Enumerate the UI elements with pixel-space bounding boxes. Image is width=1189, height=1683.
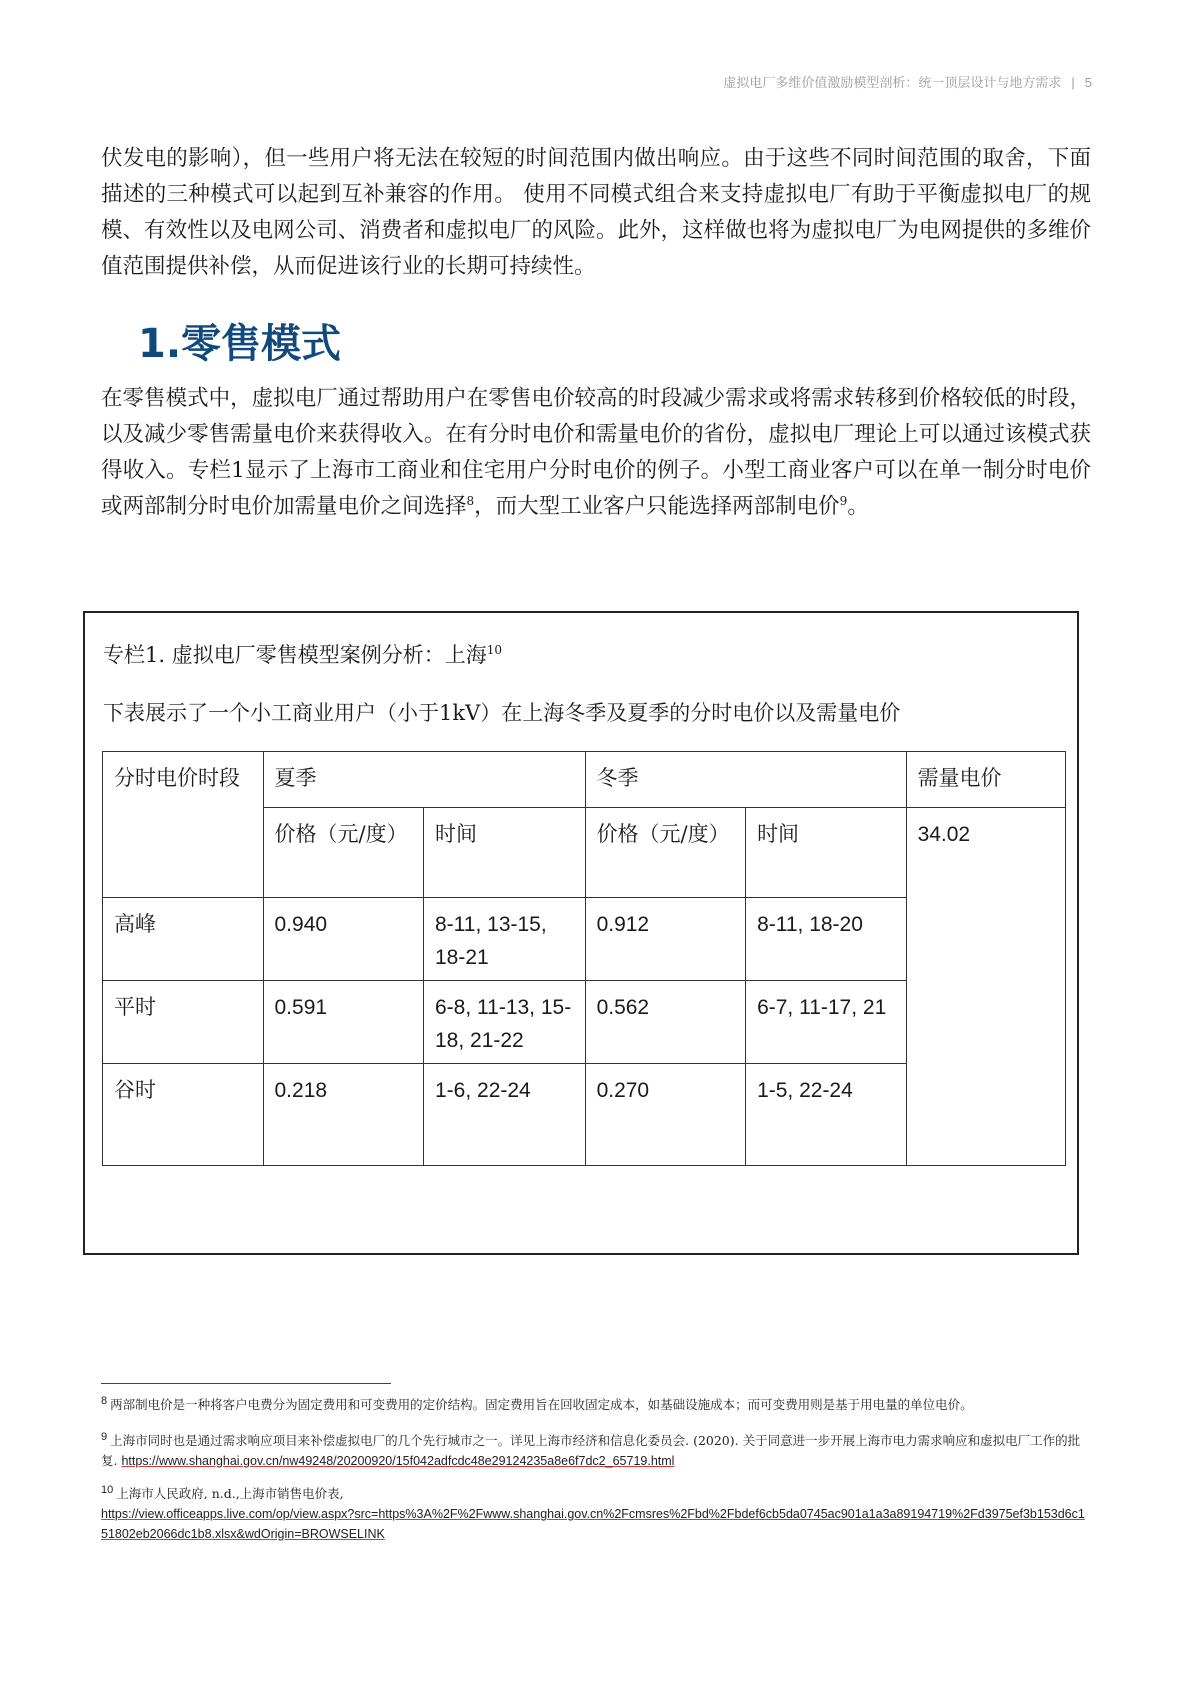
footnote-link[interactable]: https://view.officeapps.live.com/op/view.aspx?src=https%3A%2F%2Fwww.shanghai.gov.cn%2Fcmsres%2Fbd%2Fbdef6cb5da0745ac901a1a3a89194719%2Fd3975ef3b153d6c151802eb2066dc1b8.xlsx&wdOrigin=BROWSELINK xyxy=(101,1507,1085,1541)
winter-price: 0.912 xyxy=(585,898,746,981)
row-period: 高峰 xyxy=(103,898,264,981)
intro-paragraph: 伏发电的影响），但一些用户将无法在较短的时间范围内做出响应。由于这些不同时间范围的取舍，下面描述的三种模式可以起到互补兼容的作用。 使用不同模式组合来支持虚拟电厂有助于平衡虚拟电厂的规模、有效性以及电网公司、消费者和虚拟电厂的风险。此外，这样做也将为虚拟电厂为电网提供的多维价值范围提供补偿，从而促进该行业的长期可持续性。 xyxy=(101,146,1091,279)
box-title-text: 专栏1. 虚拟电厂零售模型案例分析：上海 xyxy=(103,643,487,667)
summer-time: 1-6, 22-24 xyxy=(424,1064,586,1166)
subheader-summer-time: 时间 xyxy=(424,808,586,898)
section-text-3: 。 xyxy=(847,494,869,519)
header-summer: 夏季 xyxy=(263,752,585,808)
box-title xyxy=(103,639,502,669)
summer-price: 0.591 xyxy=(263,981,424,1064)
footnote-text: 上海市人民政府, n.d.,上海市销售电价表, xyxy=(116,1486,344,1501)
row-period: 谷时 xyxy=(103,1064,264,1166)
winter-time: 1-5, 22-24 xyxy=(746,1064,907,1166)
summer-time: 8-11, 13-15, 18-21 xyxy=(424,898,586,981)
summer-time: 6-8, 11-13, 15-18, 21-22 xyxy=(424,981,586,1064)
section-text-1: 在零售模式中，虚拟电厂通过帮助用户在零售电价较高的时段减少需求或将需求转移到价格较低的时段，以及减少零售需量电价来获得收入。在有分时电价和需量电价的省份，虚拟电厂理论上可以通过该模式获得收入。专栏1显示了上海市工商业和住宅用户分时电价的例子。小型工商业客户可以在单一制分时电价或两部制分时电价加需量电价之间选择 xyxy=(101,386,1091,519)
winter-price: 0.562 xyxy=(585,981,746,1064)
page-number: 5 xyxy=(1084,75,1092,90)
footnote-text: 两部制电价是一种将客户电费分为固定费用和可变费用的定价结构。固定费用旨在回收固定成本，如基础设施成本；而可变费用则是基于用电量的单位电价。 xyxy=(110,1397,973,1412)
sidebar-box xyxy=(83,611,1079,1255)
section-paragraph xyxy=(101,381,1091,525)
header-title: 虚拟电厂多维价值激励模型剖析：统一顶层设计与地方需求 xyxy=(723,75,1062,90)
footnote-ref-10[interactable]: 10 xyxy=(486,643,502,657)
footnote-ref-8[interactable]: 8 xyxy=(466,493,475,508)
footnote-divider xyxy=(101,1383,391,1384)
summer-price: 0.218 xyxy=(263,1064,424,1166)
running-header xyxy=(723,72,1092,91)
footnote-9 xyxy=(101,1431,1091,1471)
footnote-number: 8 xyxy=(101,1394,108,1407)
header-winter: 冬季 xyxy=(585,752,906,808)
footnote-text: 上海市同时也是通过需求响应项目来补偿虚拟电厂的几个先行城市之一。详见上海市经济和信息化委员会. (2020). 关于同意进一步开展上海市电力需求响应和虚拟电厂工作的批复. xyxy=(101,1433,1081,1468)
footnote-8 xyxy=(101,1395,1091,1415)
header-separator: | xyxy=(1071,75,1075,90)
row-period: 平时 xyxy=(103,981,264,1064)
section-text-2: ，而大型工业客户只能选择两部制电价 xyxy=(474,494,840,519)
subheader-winter-time: 时间 xyxy=(746,808,907,898)
footnote-number: 10 xyxy=(101,1483,114,1496)
header-period: 分时电价时段 xyxy=(103,752,264,898)
footnote-10 xyxy=(101,1484,1091,1544)
header-demand: 需量电价 xyxy=(906,752,1065,808)
summer-price: 0.940 xyxy=(263,898,424,981)
box-description: 下表展示了一个小工商业用户（小于1kV）在上海冬季及夏季的分时电价以及需量电价 xyxy=(103,701,901,725)
section-heading: 1.零售模式 xyxy=(138,321,342,367)
subheader-summer-price: 价格（元/度） xyxy=(263,808,424,898)
demand-value: 34.02 xyxy=(906,808,1065,1166)
footnote-ref-9[interactable]: 9 xyxy=(839,493,848,508)
winter-price: 0.270 xyxy=(585,1064,746,1166)
winter-time: 6-7, 11-17, 21 xyxy=(746,981,907,1064)
footnote-link[interactable]: https://www.shanghai.gov.cn/nw49248/20200920/15f042adfcdc48e29124235a8e6f7dc2_65719.html xyxy=(121,1454,675,1468)
footnote-number: 9 xyxy=(101,1430,108,1443)
tariff-table xyxy=(102,751,1066,1166)
subheader-winter-price: 价格（元/度） xyxy=(585,808,746,898)
winter-time: 8-11, 18-20 xyxy=(746,898,907,981)
